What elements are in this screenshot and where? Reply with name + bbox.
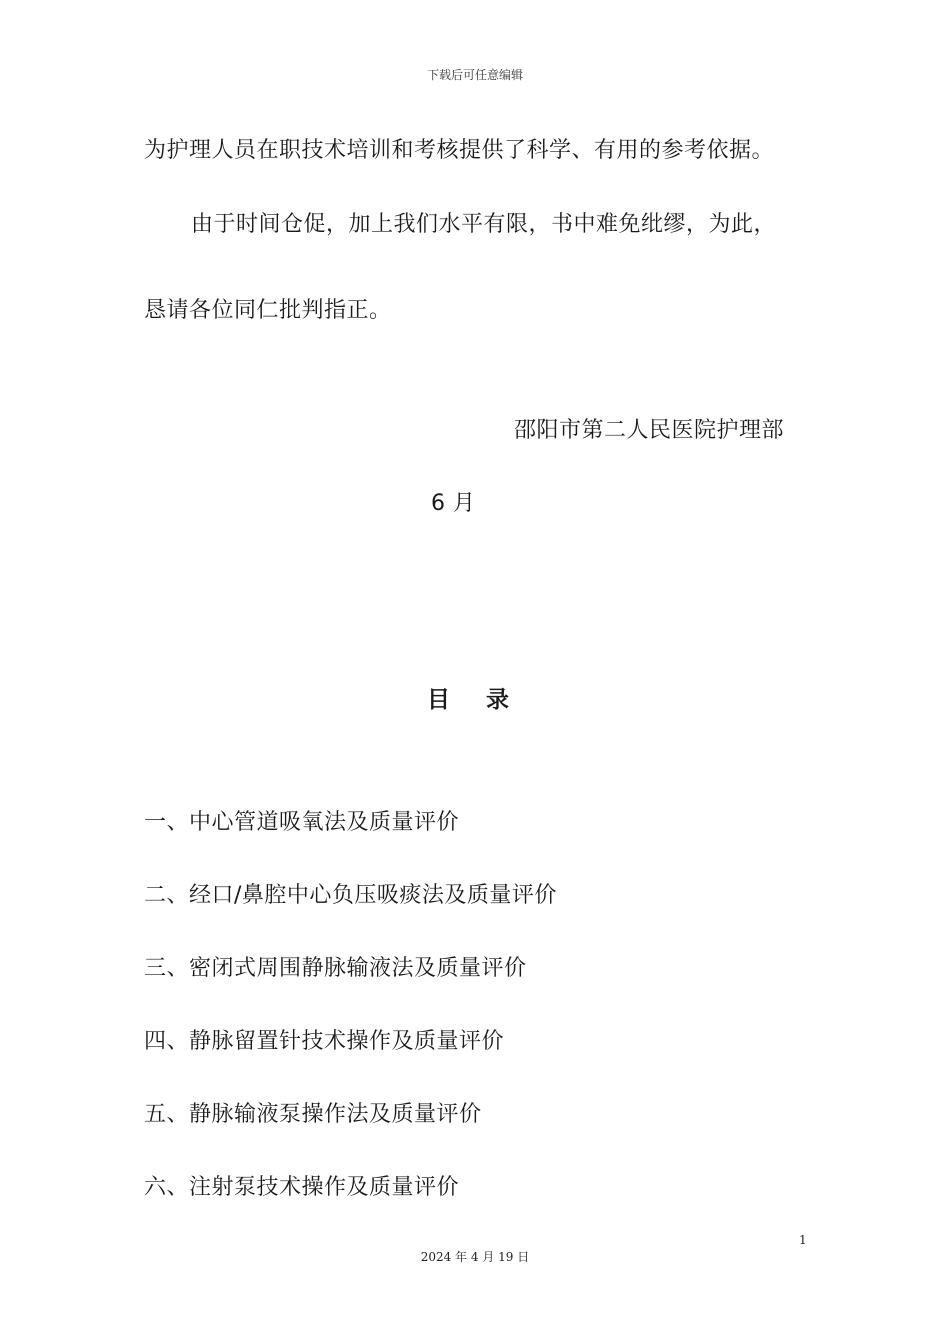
header-note: 下载后可任意编辑 bbox=[426, 68, 523, 82]
paragraph-3: 恳请各位同仁批判指正。 bbox=[144, 298, 392, 323]
toc-item-1: 一、中心管道吸氧法及质量评价 bbox=[144, 810, 460, 835]
toc-item-4: 四、静脉留置针技术操作及质量评价 bbox=[144, 1029, 505, 1054]
toc-item-6: 六、注射泵技术操作及质量评价 bbox=[144, 1175, 460, 1200]
toc-list bbox=[144, 808, 557, 1246]
toc-item-2: 二、经口/鼻腔中心负压吸痰法及质量评价 bbox=[144, 883, 557, 908]
page-number: 1 bbox=[799, 1233, 807, 1247]
date-month: 6 月 bbox=[431, 491, 476, 516]
paragraph-2: 由于时间仓促，加上我们水平有限，书中难免纰缪，为此， bbox=[191, 212, 777, 237]
footer-date: 2024 年 4 月 19 日 bbox=[420, 1250, 530, 1264]
signature: 邵阳市第二人民医院护理部 bbox=[513, 418, 784, 443]
toc-item-3: 三、密闭式周围静脉输液法及质量评价 bbox=[144, 956, 527, 981]
toc-title: 目 录 bbox=[426, 687, 523, 713]
paragraph-1: 为护理人员在职技术培训和考核提供了科学、有用的参考依据。 bbox=[144, 138, 775, 163]
toc-item-5: 五、静脉输液泵操作法及质量评价 bbox=[144, 1102, 482, 1127]
